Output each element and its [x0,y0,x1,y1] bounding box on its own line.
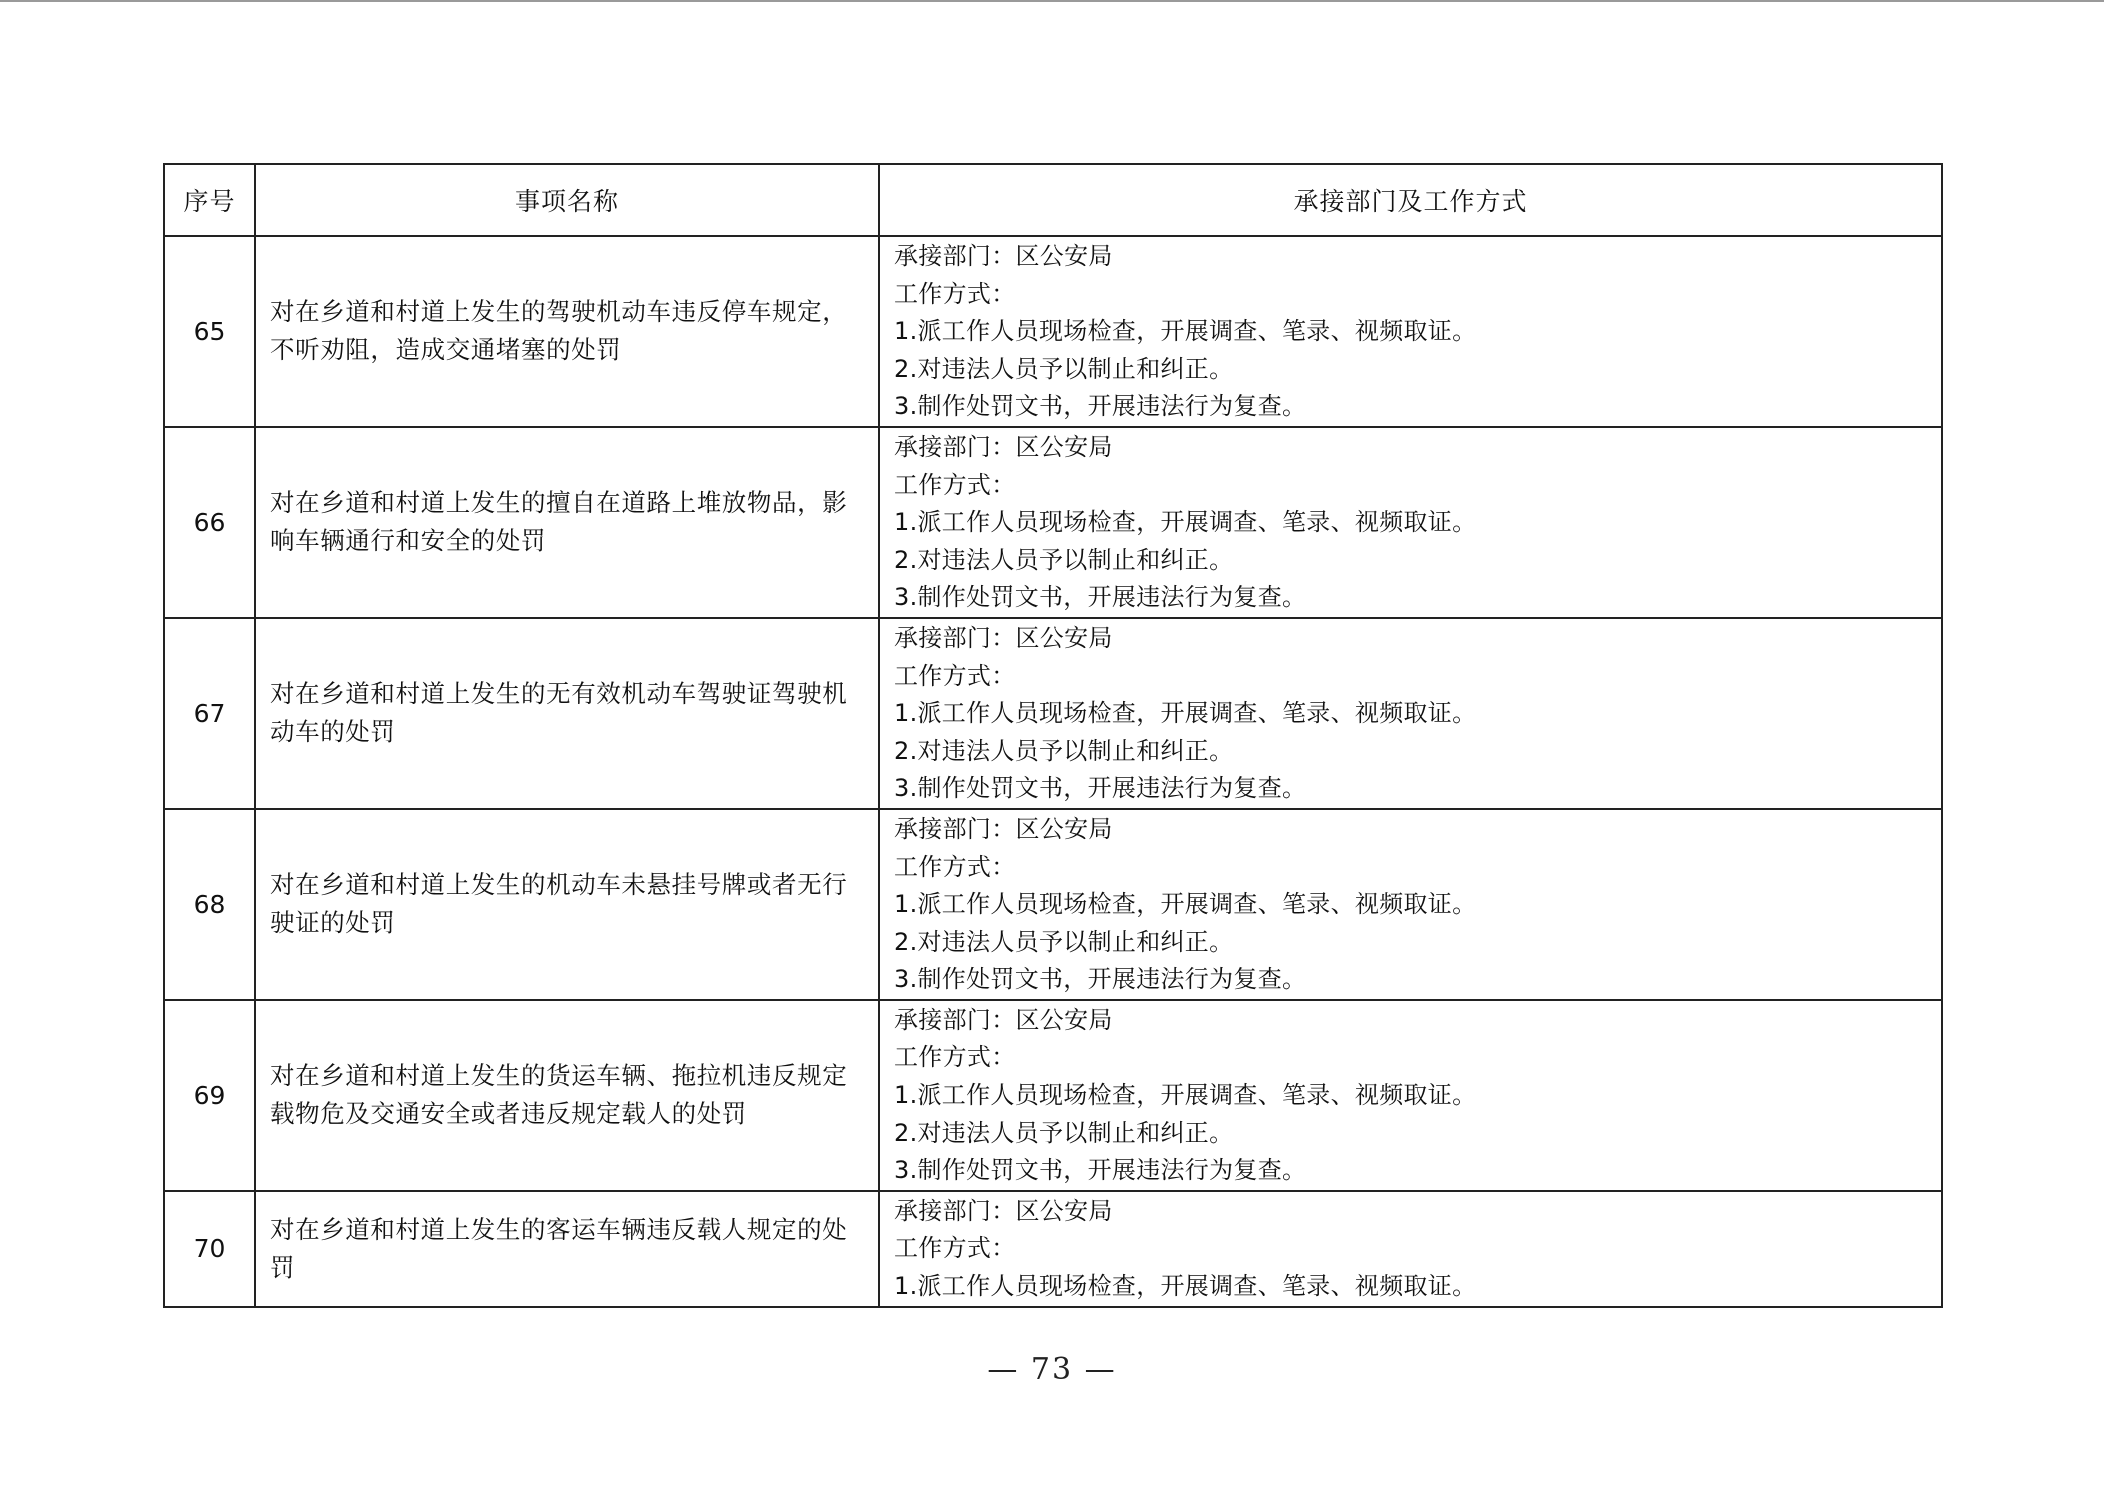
table-row [164,1191,1942,1307]
work-step-3: 3.制作处罚文书，开展违法行为复查。 [894,583,1307,612]
row-department-method [879,1191,1942,1307]
work-method-label: 工作方式： [894,661,1016,690]
row-serial-number: 70 [164,1191,255,1307]
table-row [164,427,1942,618]
work-method-label: 工作方式： [894,852,1016,881]
row-matter-name: 对在乡道和村道上发生的驾驶机动车违反停车规定，不听劝阻，造成交通堵塞的处罚 [255,236,879,427]
department-line: 承接部门：区公安局 [894,432,1113,461]
header-serial-number: 序号 [164,164,255,236]
work-method-label: 工作方式： [894,1234,1016,1263]
row-serial-number: 65 [164,236,255,427]
department-line: 承接部门：区公安局 [894,623,1113,652]
table-row [164,1000,1942,1191]
department-line: 承接部门：区公安局 [894,814,1113,843]
work-step-3: 3.制作处罚文书，开展违法行为复查。 [894,392,1307,421]
row-serial-number: 69 [164,1000,255,1191]
table-row [164,809,1942,1000]
work-step-2: 2.对违法人员予以制止和纠正。 [894,354,1234,383]
row-department-method [879,809,1942,1000]
row-matter-name: 对在乡道和村道上发生的货运车辆、拖拉机违反规定载物危及交通安全或者违反规定载人的处罚 [255,1000,879,1191]
row-department-method [879,427,1942,618]
work-step-3: 3.制作处罚文书，开展违法行为复查。 [894,1156,1307,1185]
work-method-label: 工作方式： [894,470,1016,499]
work-step-1: 1.派工作人员现场检查，开展调查、笔录、视频取证。 [894,317,1477,346]
row-matter-name: 对在乡道和村道上发生的机动车未悬挂号牌或者无行驶证的处罚 [255,809,879,1000]
department-line: 承接部门：区公安局 [894,1005,1113,1034]
work-method-label: 工作方式： [894,1043,1016,1072]
work-step-3: 3.制作处罚文书，开展违法行为复查。 [894,774,1307,803]
work-step-1: 1.派工作人员现场检查，开展调查、笔录、视频取证。 [894,1081,1477,1110]
row-department-method [879,618,1942,809]
work-step-2: 2.对违法人员予以制止和纠正。 [894,1118,1234,1147]
top-border-rule [0,0,2104,2]
table-header-row [164,164,1942,236]
department-line: 承接部门：区公安局 [894,1196,1113,1225]
row-serial-number: 68 [164,809,255,1000]
department-line: 承接部门：区公安局 [894,242,1113,270]
work-method-label: 工作方式： [894,279,1016,308]
row-serial-number: 66 [164,427,255,618]
matters-table [163,163,1943,1308]
work-step-3: 3.制作处罚文书，开展违法行为复查。 [894,965,1307,994]
work-step-2: 2.对违法人员予以制止和纠正。 [894,927,1234,956]
row-department-method [879,1000,1942,1191]
row-department-method [879,236,1942,427]
row-matter-name: 对在乡道和村道上发生的无有效机动车驾驶证驾驶机动车的处罚 [255,618,879,809]
header-department-method: 承接部门及工作方式 [879,164,1942,236]
row-serial-number: 67 [164,618,255,809]
work-step-1: 1.派工作人员现场检查，开展调查、笔录、视频取证。 [894,508,1477,537]
work-step-2: 2.对违法人员予以制止和纠正。 [894,736,1234,765]
work-step-1: 1.派工作人员现场检查，开展调查、笔录、视频取证。 [894,699,1477,728]
row-matter-name: 对在乡道和村道上发生的擅自在道路上堆放物品，影响车辆通行和安全的处罚 [255,427,879,618]
table-row [164,236,1942,427]
work-step-1: 1.派工作人员现场检查，开展调查、笔录、视频取证。 [894,1272,1477,1301]
page-number: — 73 — [987,1352,1117,1387]
row-matter-name: 对在乡道和村道上发生的客运车辆违反载人规定的处罚 [255,1191,879,1307]
table-row [164,618,1942,809]
work-step-2: 2.对违法人员予以制止和纠正。 [894,545,1234,574]
header-matter-name: 事项名称 [255,164,879,236]
work-step-1: 1.派工作人员现场检查，开展调查、笔录、视频取证。 [894,890,1477,919]
